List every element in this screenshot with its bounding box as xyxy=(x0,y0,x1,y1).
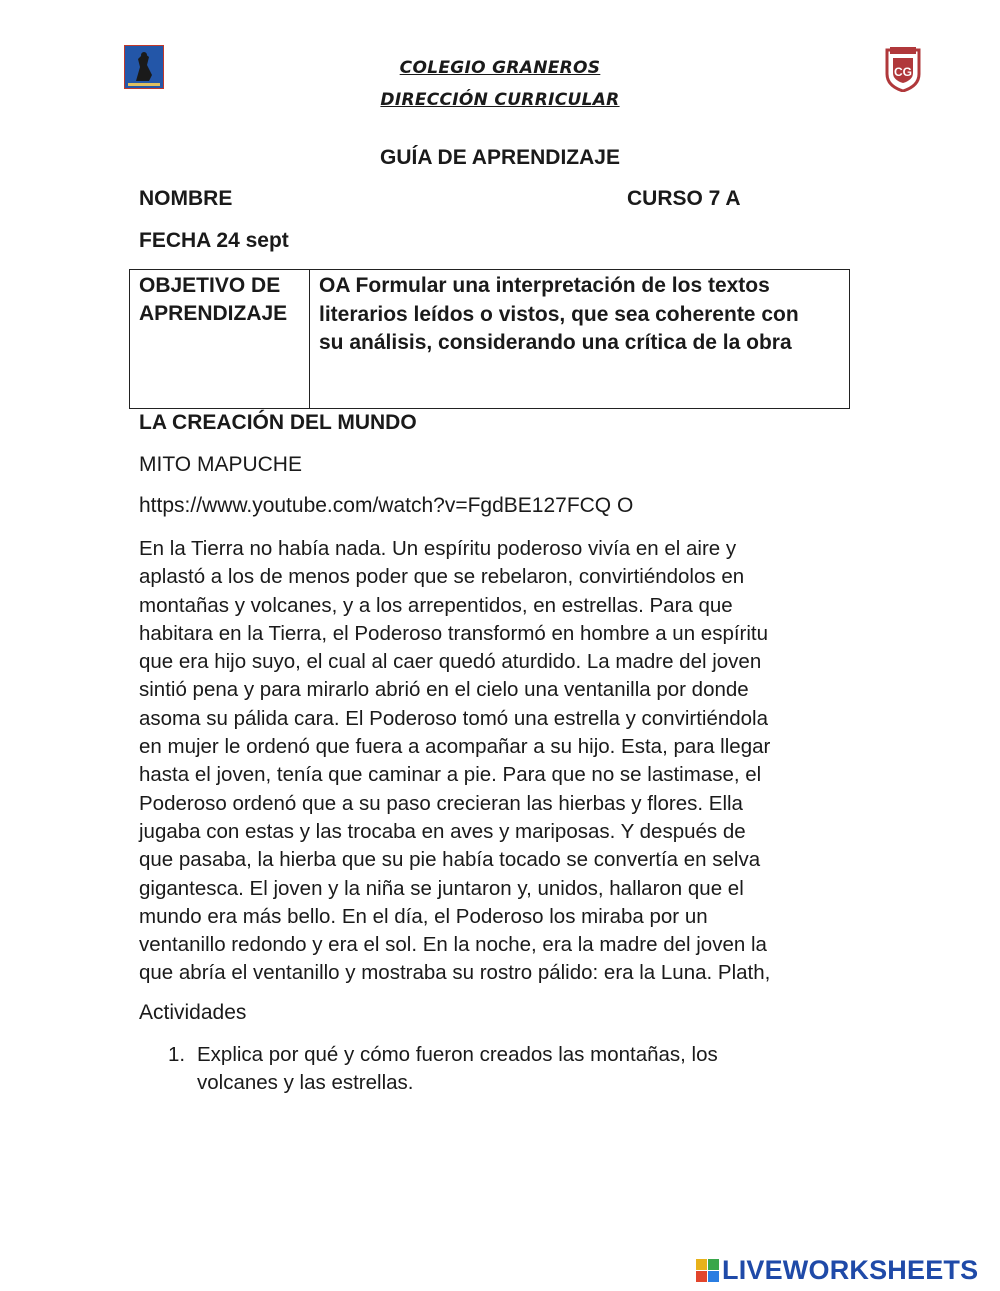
activities-title: Actividades xyxy=(139,1001,247,1024)
svg-text:CG: CG xyxy=(894,65,912,79)
story-line: asoma su pálida cara. El Poderoso tomó una estrella y convirtiéndola xyxy=(139,706,769,730)
story-body xyxy=(139,535,854,988)
story-line: jugaba con estas y las trocaba en aves y mariposas. Y después de xyxy=(139,819,746,843)
story-line: En la Tierra no había nada. Un espíritu poderoso vivía en el aire y xyxy=(139,537,737,560)
story-line: que pasaba, la hierba que su pie había tocado se convertía en selva xyxy=(139,848,761,872)
story-line: gigantesca. El joven y la niña se juntaron y, unidos, hallaron que el xyxy=(139,876,744,900)
activity-number: 1. xyxy=(168,1043,186,1066)
course-label: CURSO 7 A xyxy=(627,187,741,210)
story-line: Poderoso ordenó que a su paso crecieran las hierbas y flores. Ella xyxy=(139,791,743,815)
brand-cubes-icon xyxy=(696,1259,720,1283)
guide-title: GUÍA DE APRENDIZAJE xyxy=(380,146,620,169)
school-name: COLEGIO GRANEROS xyxy=(399,58,601,78)
objective-text-line: su análisis, considerando una crítica de la obra xyxy=(319,331,792,354)
activity-text-line: volcanes y las estrellas. xyxy=(197,1071,414,1094)
story-line: ventanillo redondo y era el sol. En la noche, era la madre del joven la xyxy=(139,933,767,957)
story-line: que abría el ventanillo y mostraba su rostro pálido: era la Luna. Plath, xyxy=(139,961,771,985)
activity-text xyxy=(197,1041,718,1097)
brand-text: LIVEWORKSHEETS xyxy=(722,1255,979,1285)
objective-text-line: literarios leídos o vistos, que sea coherente con xyxy=(319,302,799,326)
objective-text-cell xyxy=(310,270,849,408)
objective-label-cell xyxy=(130,270,310,408)
activity-text-line: Explica por qué y cómo fueron creados las montañas, los xyxy=(197,1043,718,1066)
department-name: DIRECCIÓN CURRICULAR xyxy=(380,90,620,110)
story-line: sintió pena y para mirarlo abrió en el cielo una ventanilla por donde xyxy=(139,678,749,702)
story-title: LA CREACIÓN DEL MUNDO xyxy=(139,411,417,434)
date-label: FECHA 24 sept xyxy=(139,229,289,252)
objective-text-line: OA Formular una interpretación de los textos xyxy=(319,274,770,297)
video-link[interactable]: https://www.youtube.com/watch?v=FgdBE127FCQ O xyxy=(139,494,634,517)
objective-label-line: OBJETIVO DE xyxy=(139,274,281,297)
name-label: NOMBRE xyxy=(139,187,233,210)
story-subtitle: MITO MAPUCHE xyxy=(139,453,302,476)
story-line: habitara en la Tierra, el Poderoso transformó en hombre a un espíritu xyxy=(139,621,769,645)
story-line: mundo era más bello. En el día, el Poderoso los miraba por un xyxy=(139,904,708,928)
objective-table xyxy=(129,269,850,409)
objective-label-line: APRENDIZAJE xyxy=(139,302,288,325)
story-line: hasta el joven, tenía que caminar a pie. Para que no se lastimase, el xyxy=(139,763,762,787)
story-line: que era hijo suyo, el cual al caer quedó aturdido. La madre del joven xyxy=(139,650,762,674)
liveworksheets-brand[interactable] xyxy=(696,1255,978,1286)
story-line: en mujer le ordenó que fuera a acompañar a su hijo. Esta, para llegar xyxy=(139,735,771,759)
story-line: montañas y volcanes, y a los arrepentidos, en estrellas. Para que xyxy=(139,593,733,617)
activity-item xyxy=(168,1041,828,1097)
story-line: aplastó a los de menos poder que se rebelaron, convirtiéndolos en xyxy=(139,565,745,589)
